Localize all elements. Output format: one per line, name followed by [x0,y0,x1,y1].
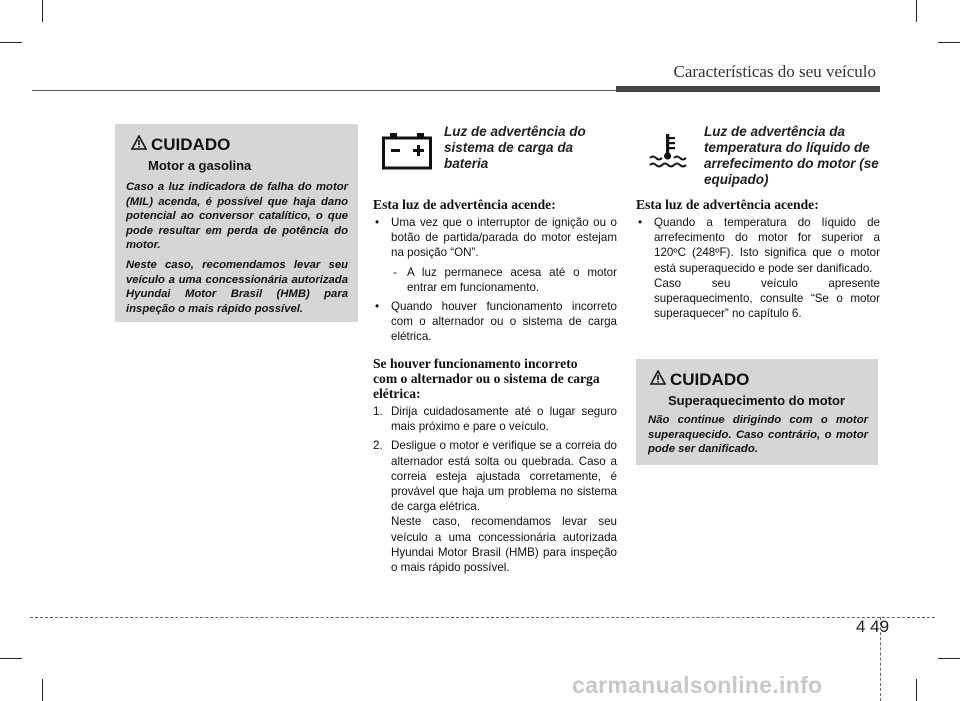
bullet-marker: • [375,216,380,229]
header-accent-bar [616,86,880,92]
battery-conditions-list [373,215,617,349]
caution-box-gasoline [115,124,358,322]
battery-icon [382,132,432,170]
malfunction-steps-list [373,404,617,579]
caution-box-overheating [636,359,878,465]
list-item [636,215,880,321]
caution-body [648,413,868,462]
list-item-text: Quando houver funcionamento incorreto com o alternador ou o sistema de carga elétrica. [391,300,617,344]
watermark: carmanualsonline.info [572,672,823,698]
crop-mark [0,658,22,659]
list-item [373,299,617,345]
caution-paragraph: Neste caso, recomendamos levar seu veículo a uma concessionária autorizada Hyundai Motor Brasil (HMB) para inspeção o mais rápido possível. [126,258,348,315]
crop-mark [42,679,43,701]
crop-mark [916,0,917,22]
coolant-conditions-list [636,215,880,325]
footer-rule [30,617,935,618]
list-item [373,438,617,575]
crop-mark [42,0,43,22]
dash-marker: - [393,265,397,279]
page-number: 4 49 [856,617,890,636]
sub-list [373,265,617,295]
caution-label: CUIDADO [151,135,231,154]
lights-on-heading: Esta luz de advertência acende: [636,197,819,212]
caution-paragraph: Caso a luz indicadora de falha do motor (MIL) acenda, é possível que haja dano potencial ao conversor catalítico, o que pode resultar em perda de potência do motor. [126,181,348,252]
caution-subtitle: Motor a gasolina [148,158,252,173]
bullet-marker: • [638,216,643,229]
warning-triangle-icon [650,370,666,385]
list-item [373,265,617,295]
list-item [373,215,617,295]
list-item-text: Uma vez que o interruptor de ignição ou o botão de partida/parada do motor estejam na posição “ON”. [391,216,617,260]
crop-mark [916,679,917,701]
list-item-text: A luz permanece acesa até o motor entrar em funcionamento. [407,265,617,294]
page-header-title: Características do seu veículo [673,62,876,81]
warning-triangle-icon [131,135,147,150]
list-item-text: Desligue o motor e verifique se a correia do alternador está solta ou quebrada. Caso a correia esteja ajustada corretamente, é provável que haja um problema no sistema de carga elétrica. Neste caso, recomendamos levar seu veículo a uma concessionária autorizada Hyundai Motor Brasil (HMB) para inspeção o mais rápido possível. [391,439,617,575]
caution-paragraph: Não continue dirigindo com o motor superaquecido. Caso contrário, o motor pode ser danificado. [648,414,868,456]
crop-mark [0,42,22,43]
coolant-temperature-icon [648,132,688,172]
caution-subtitle: Superaquecimento do motor [668,393,845,408]
bullet-marker: • [375,300,380,314]
step-number: 2. [373,439,383,453]
coolant-section-title: Luz de advertência da temperatura do líquido de arrefecimento do motor (se equipado) [704,124,879,187]
step-number: 1. [373,405,383,418]
list-item-text: Quando a temperatura do líquido de arrefecimento do motor for superior a 120ºC (248ºF). Isto significa que o motor está superaquecido e pode ser danificado. Caso seu veículo apresente superaquecimento, consulte “Se o motor superaquecer” no capítulo 6. [654,216,880,321]
list-item [373,404,617,434]
crop-mark [938,658,960,659]
malfunction-heading: Se houver funcionamento incorreto com o alternador ou o sistema de carga elétrica: [373,356,600,401]
battery-section-title: Luz de advertência do sistema de carga da bateria [444,124,586,171]
caution-label: CUIDADO [670,370,750,389]
list-item-text: Dirija cuidadosamente até o lugar seguro mais próximo e pare o veículo. [391,405,617,434]
caution-body [126,180,348,321]
crop-mark [938,42,960,43]
lights-on-heading: Esta luz de advertência acende: [373,197,556,212]
